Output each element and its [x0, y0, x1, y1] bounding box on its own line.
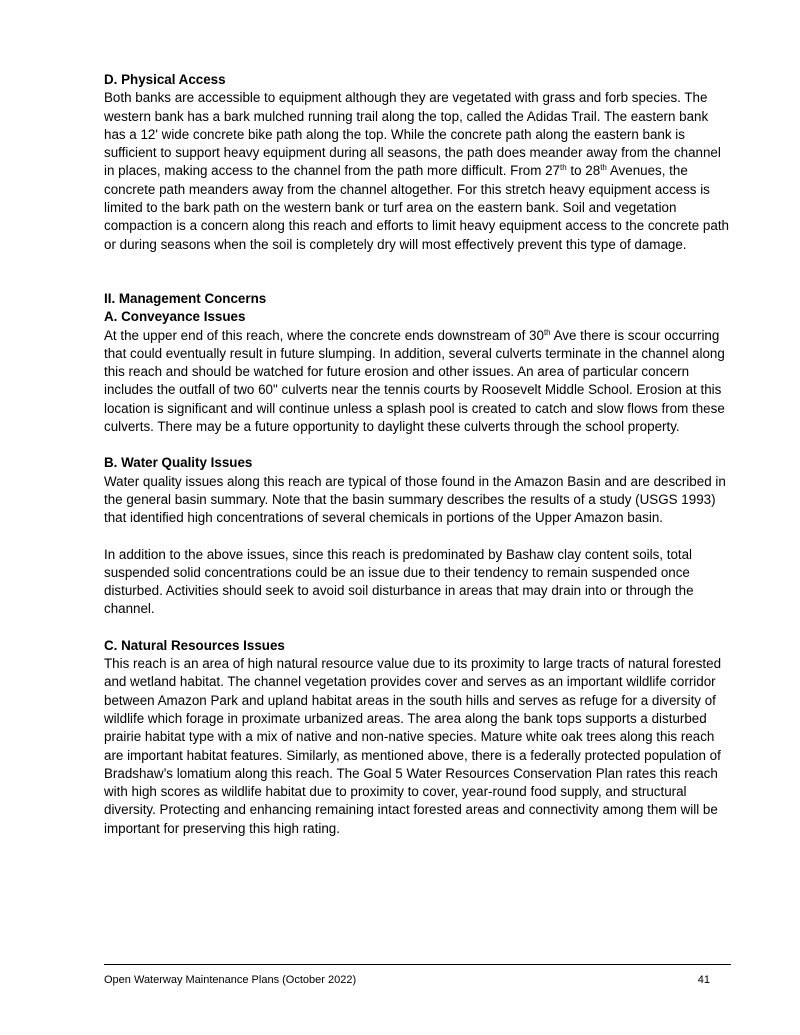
- physical-access-text-2: to 28: [566, 163, 601, 179]
- subheading-conveyance-issues: A. Conveyance Issues: [104, 309, 246, 325]
- ordinal-suffix: th: [600, 163, 607, 173]
- ordinal-suffix: th: [543, 327, 551, 337]
- page-content: [104, 71, 732, 838]
- conveyance-text-1: At the upper end of this reach, where the concrete ends downstream of 30: [104, 327, 544, 343]
- conveyance-paragraph: [104, 327, 732, 437]
- subheading-water-quality-issues: B. Water Quality Issues: [104, 455, 253, 471]
- water-quality-paragraph-2: In addition to the above issues, since this reach is predominated by Bashaw clay content soils, total suspended solid concentrations could be an issue due to their tendency to remain suspended once disturbed. Activities should seek to avoid soil disturbance in areas that may drain into or through the channel.: [104, 546, 694, 617]
- conveyance-text-2: Ave there is scour occurring that could eventually result in future slumping. In addition, several culverts terminate in the channel along this reach and should be watched for future erosion and other issues. An area of particular concern includes the outfall of two 60" culverts near the tennis courts by Roosevelt Middle School. Erosion at this location is significant and will continue unless a splash pool is created to catch and slow flows from these culverts. There may be a future opportunity to daylight these culverts through the school property.: [104, 327, 725, 435]
- ordinal-suffix: th: [560, 163, 567, 173]
- page-number: 41: [697, 974, 710, 986]
- page-footer: [104, 964, 731, 986]
- section-heading-physical-access: D. Physical Access: [104, 72, 226, 87]
- footer-title: Open Waterway Maintenance Plans (October 2022): [104, 974, 357, 986]
- physical-access-paragraph: [104, 89, 732, 254]
- physical-access-text-3: Avenues, the concrete path meanders away from the channel altogether. For this stretch heavy equipment access is limited to the bark path on the western bank or turf area on the eastern bank. Soil and vegetation compaction is a concern along this reach and efforts to limit heavy equipment access to the concrete path or during seasons when the soil is completely dry will most effectively prevent this type of damage.: [104, 163, 729, 252]
- natural-resources-paragraph: This reach is an area of high natural resource value due to its proximity to large tracts of natural forested and wetland habitat. The channel vegetation provides cover and serves as an important wildlife corridor between Amazon Park and upland habitat areas in the south hills and serves as refuge for a diversity of wildlife which forage in proximate urbanized areas. The area along the bank tops supports a disturbed prairie habitat type with a mix of native and non-native species. Mature white oak trees along this reach are important habitat features. Similarly, as mentioned above, there is a federally protected population of Bradshaw’s lomatium along this reach. The Goal 5 Water Resources Conservation Plan rates this reach with high scores as wildlife habitat due to proximity to cover, year-round food supply, and structural diversity. Protecting and enhancing remaining intact forested areas and connectivity among them will be important for preserving this high rating.: [104, 656, 722, 836]
- section-heading-management-concerns: II. Management Concerns: [104, 290, 267, 306]
- water-quality-paragraph-1: Water quality issues along this reach are typical of those found in the Amazon Basin and are described in the general basin summary. Note that the basin summary describes the results of a study (USGS 1993) that identified high concentrations of several chemicals in portions of the Upper Amazon basin.: [104, 473, 726, 526]
- physical-access-text-1: Both banks are accessible to equipment although they are vegetated with grass and forb species. The western bank has a bark mulched running trail along the top, called the Adidas Trail. The eastern bank has a 12' wide concrete bike path along the top. While the concrete path along the eastern bank is sufficient to support heavy equipment during all seasons, the path does meander away from the channel in places, making access to the channel from the path more difficult. From 27: [104, 90, 721, 179]
- subheading-natural-resources-issues: C. Natural Resources Issues: [104, 637, 285, 653]
